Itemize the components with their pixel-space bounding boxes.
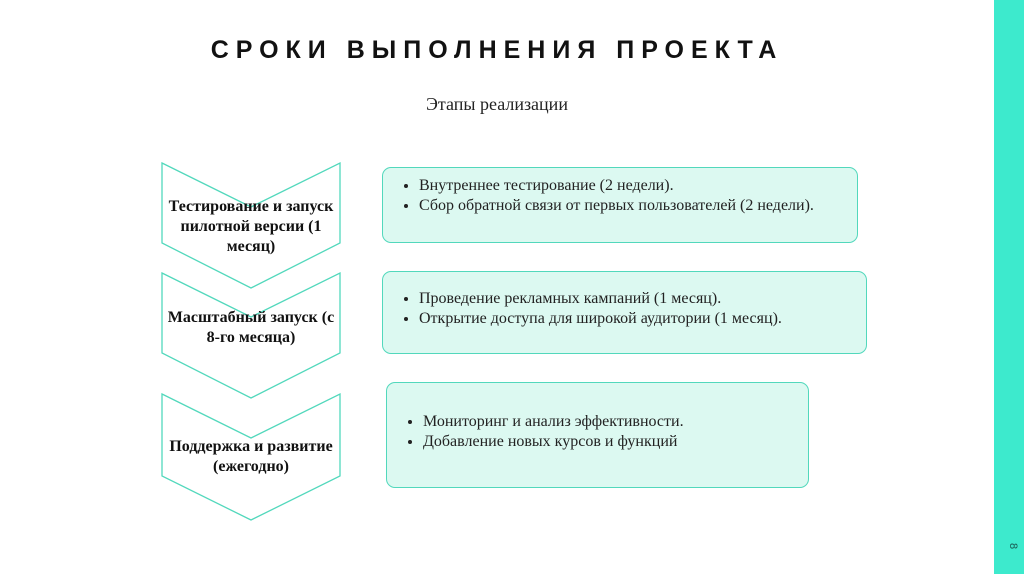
- slide-title: СРОКИ ВЫПОЛНЕНИЯ ПРОЕКТА: [210, 36, 784, 64]
- list-item: • Мониторинг и анализ эффективности.: [423, 412, 796, 432]
- stage-3-details: [386, 382, 809, 488]
- stage-2-label: Масштабный запуск (с 8-го месяца): [167, 309, 335, 346]
- stage-1-details: [382, 167, 858, 243]
- page-number: 8: [1006, 542, 1019, 550]
- stage-2-details: [382, 271, 867, 354]
- list-item: • Проведение рекламных кампаний (1 месяц).: [419, 289, 854, 309]
- accent-sidebar: [994, 0, 1024, 574]
- list-item: • Добавление новых курсов и функций: [423, 432, 796, 452]
- list-item: • Сбор обратной связи от первых пользователей (2 недели).: [419, 196, 845, 216]
- stage-1-label: Тестирование и запуск пилотной версии (1 месяц): [168, 198, 334, 255]
- list-item: • Открытие доступа для широкой аудитории (1 месяц).: [419, 309, 854, 329]
- list-item: • Внутреннее тестирование (2 недели).: [419, 176, 845, 196]
- stage-3-label: Поддержка и развитие (ежегодно): [169, 438, 333, 475]
- slide-subtitle: Этапы реализации: [426, 94, 568, 114]
